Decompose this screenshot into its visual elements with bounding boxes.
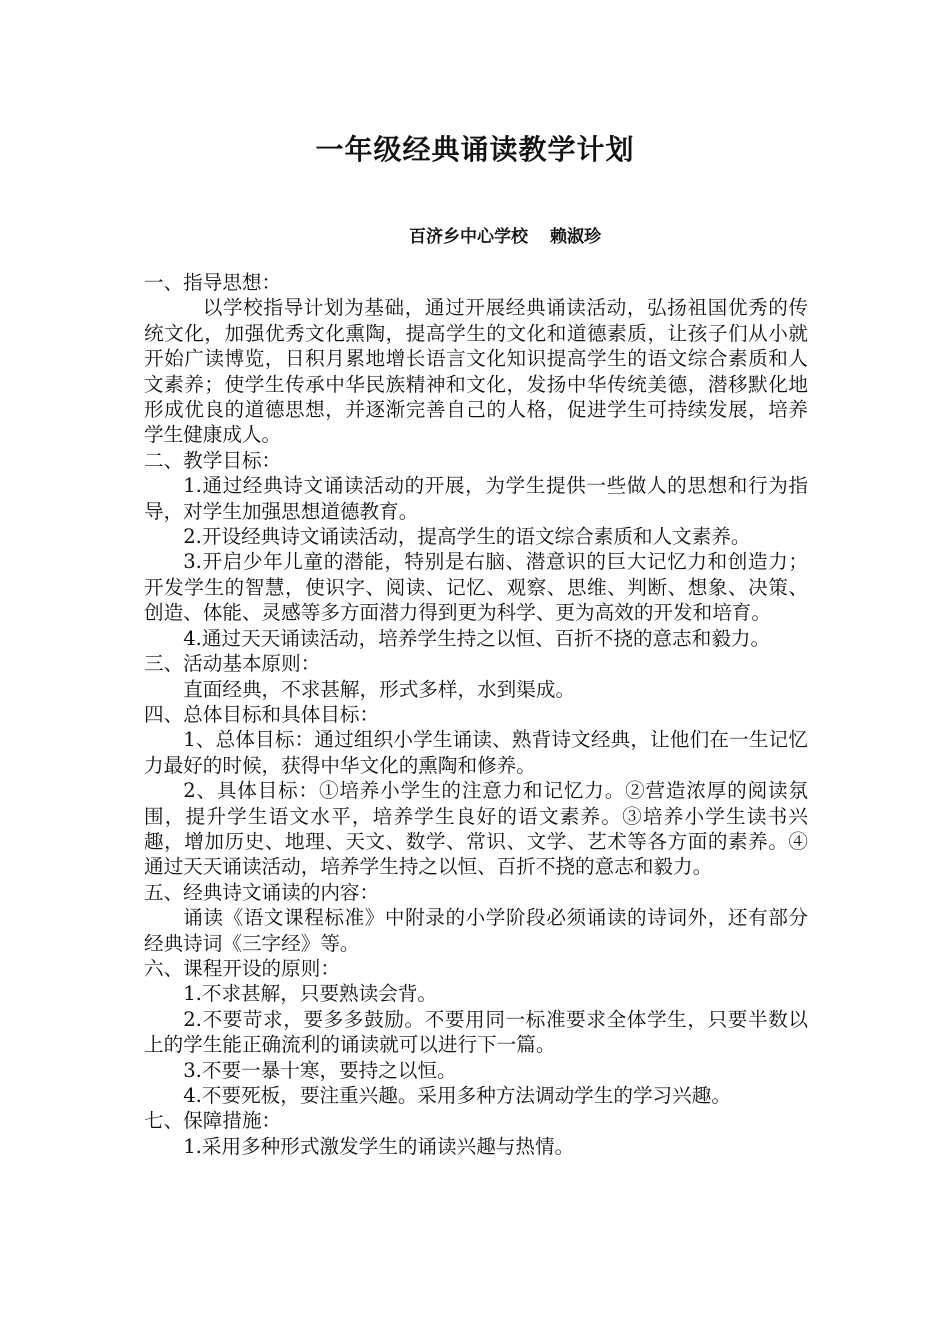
paragraph: 直面经典，不求甚解，形式多样，水到渠成。 <box>183 677 576 701</box>
paragraph: 2.开设经典诗文诵读活动，提高学生的语文综合素质和人文素养。 <box>183 525 751 549</box>
section-heading: 七、保障措施： <box>144 1109 282 1133</box>
section-heading: 五、经典诗文诵读的内容： <box>144 880 380 904</box>
paragraph: 4.通过天天诵读活动，培养学生持之以恒、百折不挠的意志和毅力。 <box>183 626 771 650</box>
section-heading: 二、教学目标： <box>144 448 282 472</box>
paragraph: 3.不要一暴十寒，要持之以恒。 <box>183 1058 457 1082</box>
paragraph: 1.采用多种形式激发学生的诵读兴趣与热情。 <box>183 1134 575 1158</box>
section-heading: 一、指导思想： <box>144 271 282 294</box>
document-title: 一年级经典诵读教学计划 <box>315 133 635 166</box>
paragraph: 3.开启少年儿童的潜能，特别是右脑、潜意识的巨大记忆力和创造力；开发学生的智慧，使识字、阅读、记忆、观察、思维、判断、想象、决策、创造、体能、灵感等多方面潜力得到更为科学、更为高效的开发和培育。 <box>144 550 808 625</box>
author-name: 赖淑珍 <box>550 227 601 247</box>
paragraph: 1.不求甚解，只要熟读会背。 <box>183 982 438 1006</box>
paragraph: 2.不要苛求，要多多鼓励。不要用同一标准要求全体学生，只要半数以上的学生能正确流利的诵读就可以进行下一篇。 <box>144 1007 808 1057</box>
paragraph: 4.不要死板，要注重兴趣。采用多种方法调动学生的学习兴趣。 <box>183 1084 731 1107</box>
section-heading: 四、总体目标和具体目标： <box>144 702 380 726</box>
paragraph: 以学校指导计划为基础，通过开展经典诵读活动，弘扬祖国优秀的传统文化，加强优秀文化熏陶，提高学生的文化和道德素质，让孩子们从小就开始广读博览，日积月累地增长语言文化知识提高学生的语文综合素质和人文素养；使学生传承中华民族精神和文化，发扬中华传统美德，潜移默化地形成优良的道德思想，并逐渐完善自己的人格，促进学生可持续发展，培养学生健康成人。 <box>144 296 808 447</box>
paragraph: 诵读《语文课程标准》中附录的小学阶段必须诵读的诗词外，还有部分经典诗词《三字经》等。 <box>144 906 808 955</box>
document-body <box>144 270 808 1159</box>
paragraph: 1、总体目标：通过组织小学生诵读、熟背诗文经典，让他们在一生记忆力最好的时候，获得中华文化的熏陶和修养。 <box>144 728 808 777</box>
author-line <box>0 222 950 252</box>
paragraph: 2、具体目标：①培养小学生的注意力和记忆力。②营造浓厚的阅读氛围，提升学生语文水平，培养学生良好的语文素养。③培养小学生读书兴趣，增加历史、地理、天文、数学、常识、文学、艺术等各方面的素养。④通过天天诵读活动，培养学生持之以恒、百折不挠的意志和毅力。 <box>144 779 808 879</box>
school-name: 百济乡中心学校 <box>409 227 528 247</box>
section-heading: 六、课程开设的原则： <box>144 956 340 980</box>
section-heading: 三、活动基本原则： <box>144 652 321 676</box>
paragraph: 1.通过经典诗文诵读活动的开展，为学生提供一些做人的思想和行为指导，对学生加强思想道德教育。 <box>144 474 808 523</box>
